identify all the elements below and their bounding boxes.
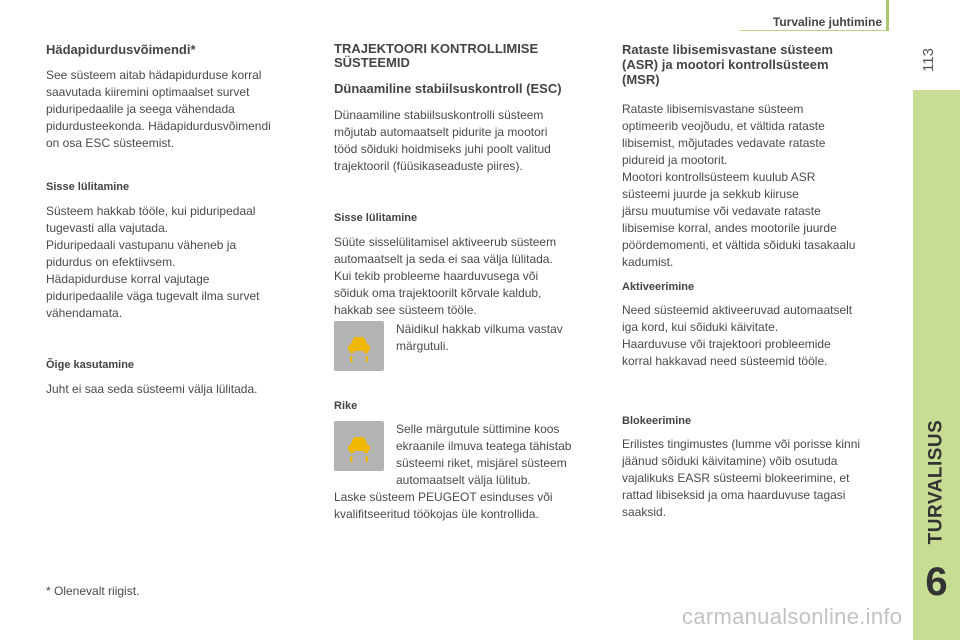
heading-fault: Rike xyxy=(334,400,358,412)
esc-fault-footer: Laske süsteem PEUGEOT esinduses või kvalifitseeritud töökojas üle kontrollida. xyxy=(334,490,553,521)
asr-intro: Rataste libisemisvastane süsteem optimeerib veojõudu, et vältida rataste libisemist, mõjutades vedavate rataste pidureid ja mootorit. Mootori kontrollsüsteem kuulub ASR süsteemi juurde ja sekkub kiiruse järsu muutumise või vedavate rataste libisemise korral, andes mootorile juurde pöördemomenti, et vältida sõiduki tasakaalu kadumist. xyxy=(622,102,856,269)
chapter-label xyxy=(913,372,960,592)
heading-esc: Dünaamiline stabiilsuskontroll (ESC) xyxy=(334,81,562,96)
esc-fault-text: Selle märgutule süttimine koos ekraanile ilmuva teatega tähistab süsteemi riket, misjärel süsteem automaatselt välja lülitub. xyxy=(396,422,572,487)
heading-blocking: Blokeerimine xyxy=(622,415,692,427)
esc-activation-text: Süüte sisselülitamisel aktiveerub süsteem automaatselt ja seda ei saa välja lülitada. Kui tekib probleeme haarduvusega või sõiduk oma trajektoorilt kõrvale kaldub, hakkab see süsteem tööle. xyxy=(334,235,557,317)
heading-esc-activation: Sisse lülitamine xyxy=(334,212,418,224)
watermark: carmanualsonline.info xyxy=(682,604,903,629)
column-asr-msr xyxy=(622,42,890,521)
chapter-number: 6 xyxy=(925,560,948,604)
asr-activation-text: Need süsteemid aktiveeruvad automaatselt iga kord, kui sõiduki käivitate. Haarduvuse või trajektoori probleemide korral hakkavad need süsteemid tööle. xyxy=(622,303,853,368)
column-emergency-brake-assist xyxy=(46,42,310,398)
header-rule xyxy=(740,30,886,31)
esc-skid-icon xyxy=(334,421,384,471)
heading-asr-msr: Rataste libisemisvastane süsteem (ASR) ja mootori kontrollsüsteem (MSR) xyxy=(622,42,833,87)
footnote: * Olenevalt riigist. xyxy=(46,584,140,598)
heading-asr-activation: Aktiveerimine xyxy=(622,281,695,293)
esc-blink-text: Näidikul hakkab vilkuma vastav märgutuli. xyxy=(396,322,563,353)
esc-fault-block xyxy=(334,421,596,489)
column-trajectory-control xyxy=(334,42,596,523)
heading-correct-use: Õige kasutamine xyxy=(46,359,135,371)
esc-intro: Dünaamiline stabiilsuskontrolli süsteem mõjutab automaatselt pidurite ja mootori tööd sõiduki hoidmiseks juhi poolt valitud trajektooril (füüsikaseaduste piires). xyxy=(334,108,551,173)
heading-activation: Sisse lülitamine xyxy=(46,181,130,193)
correct-use-text: Juht ei saa seda süsteemi välja lülitada. xyxy=(46,382,258,396)
esc-blink-block xyxy=(334,321,596,371)
section-title: Turvaline juhtimine xyxy=(772,15,882,29)
header-accent-bar xyxy=(886,0,889,31)
page-number: 113 xyxy=(919,48,937,72)
esc-skid-icon xyxy=(334,321,384,371)
brake-assist-intro: See süsteem aitab hädapidurduse korral saavutada kiiremini optimaalset survet piduripedaalile ja seega vähendada pidurdusteekonda. Hädapidurdusvõimendi on osa ESC süsteemist. xyxy=(46,68,271,150)
heading-brake-assist: Hädapidurdusvõimendi* xyxy=(46,42,196,57)
activation-text: Süsteem hakkab tööle, kui piduripedaal tugevasti alla vajutada. Piduripedaali vastupanu väheneb ja pidurdus on efektiivsem. Hädapidurduse korral vajutage piduripedaalile väga tugevalt ilma survet vähendamata. xyxy=(46,204,260,320)
blocking-text: Erilistes tingimustes (lumme või porisse kinni jäänud sõiduki käivitamine) võib osutuda vajalikuks EASR süsteemi blokeerimine, et rattad libiseksid ja oma haarduvuse tagasi saaksid. xyxy=(622,437,861,519)
chapter-label-text: TURVALISUS xyxy=(925,419,947,545)
heading-trajectory-control: TRAJEKTOORI KONTROLLIMISE SÜSTEEMID xyxy=(334,41,539,70)
